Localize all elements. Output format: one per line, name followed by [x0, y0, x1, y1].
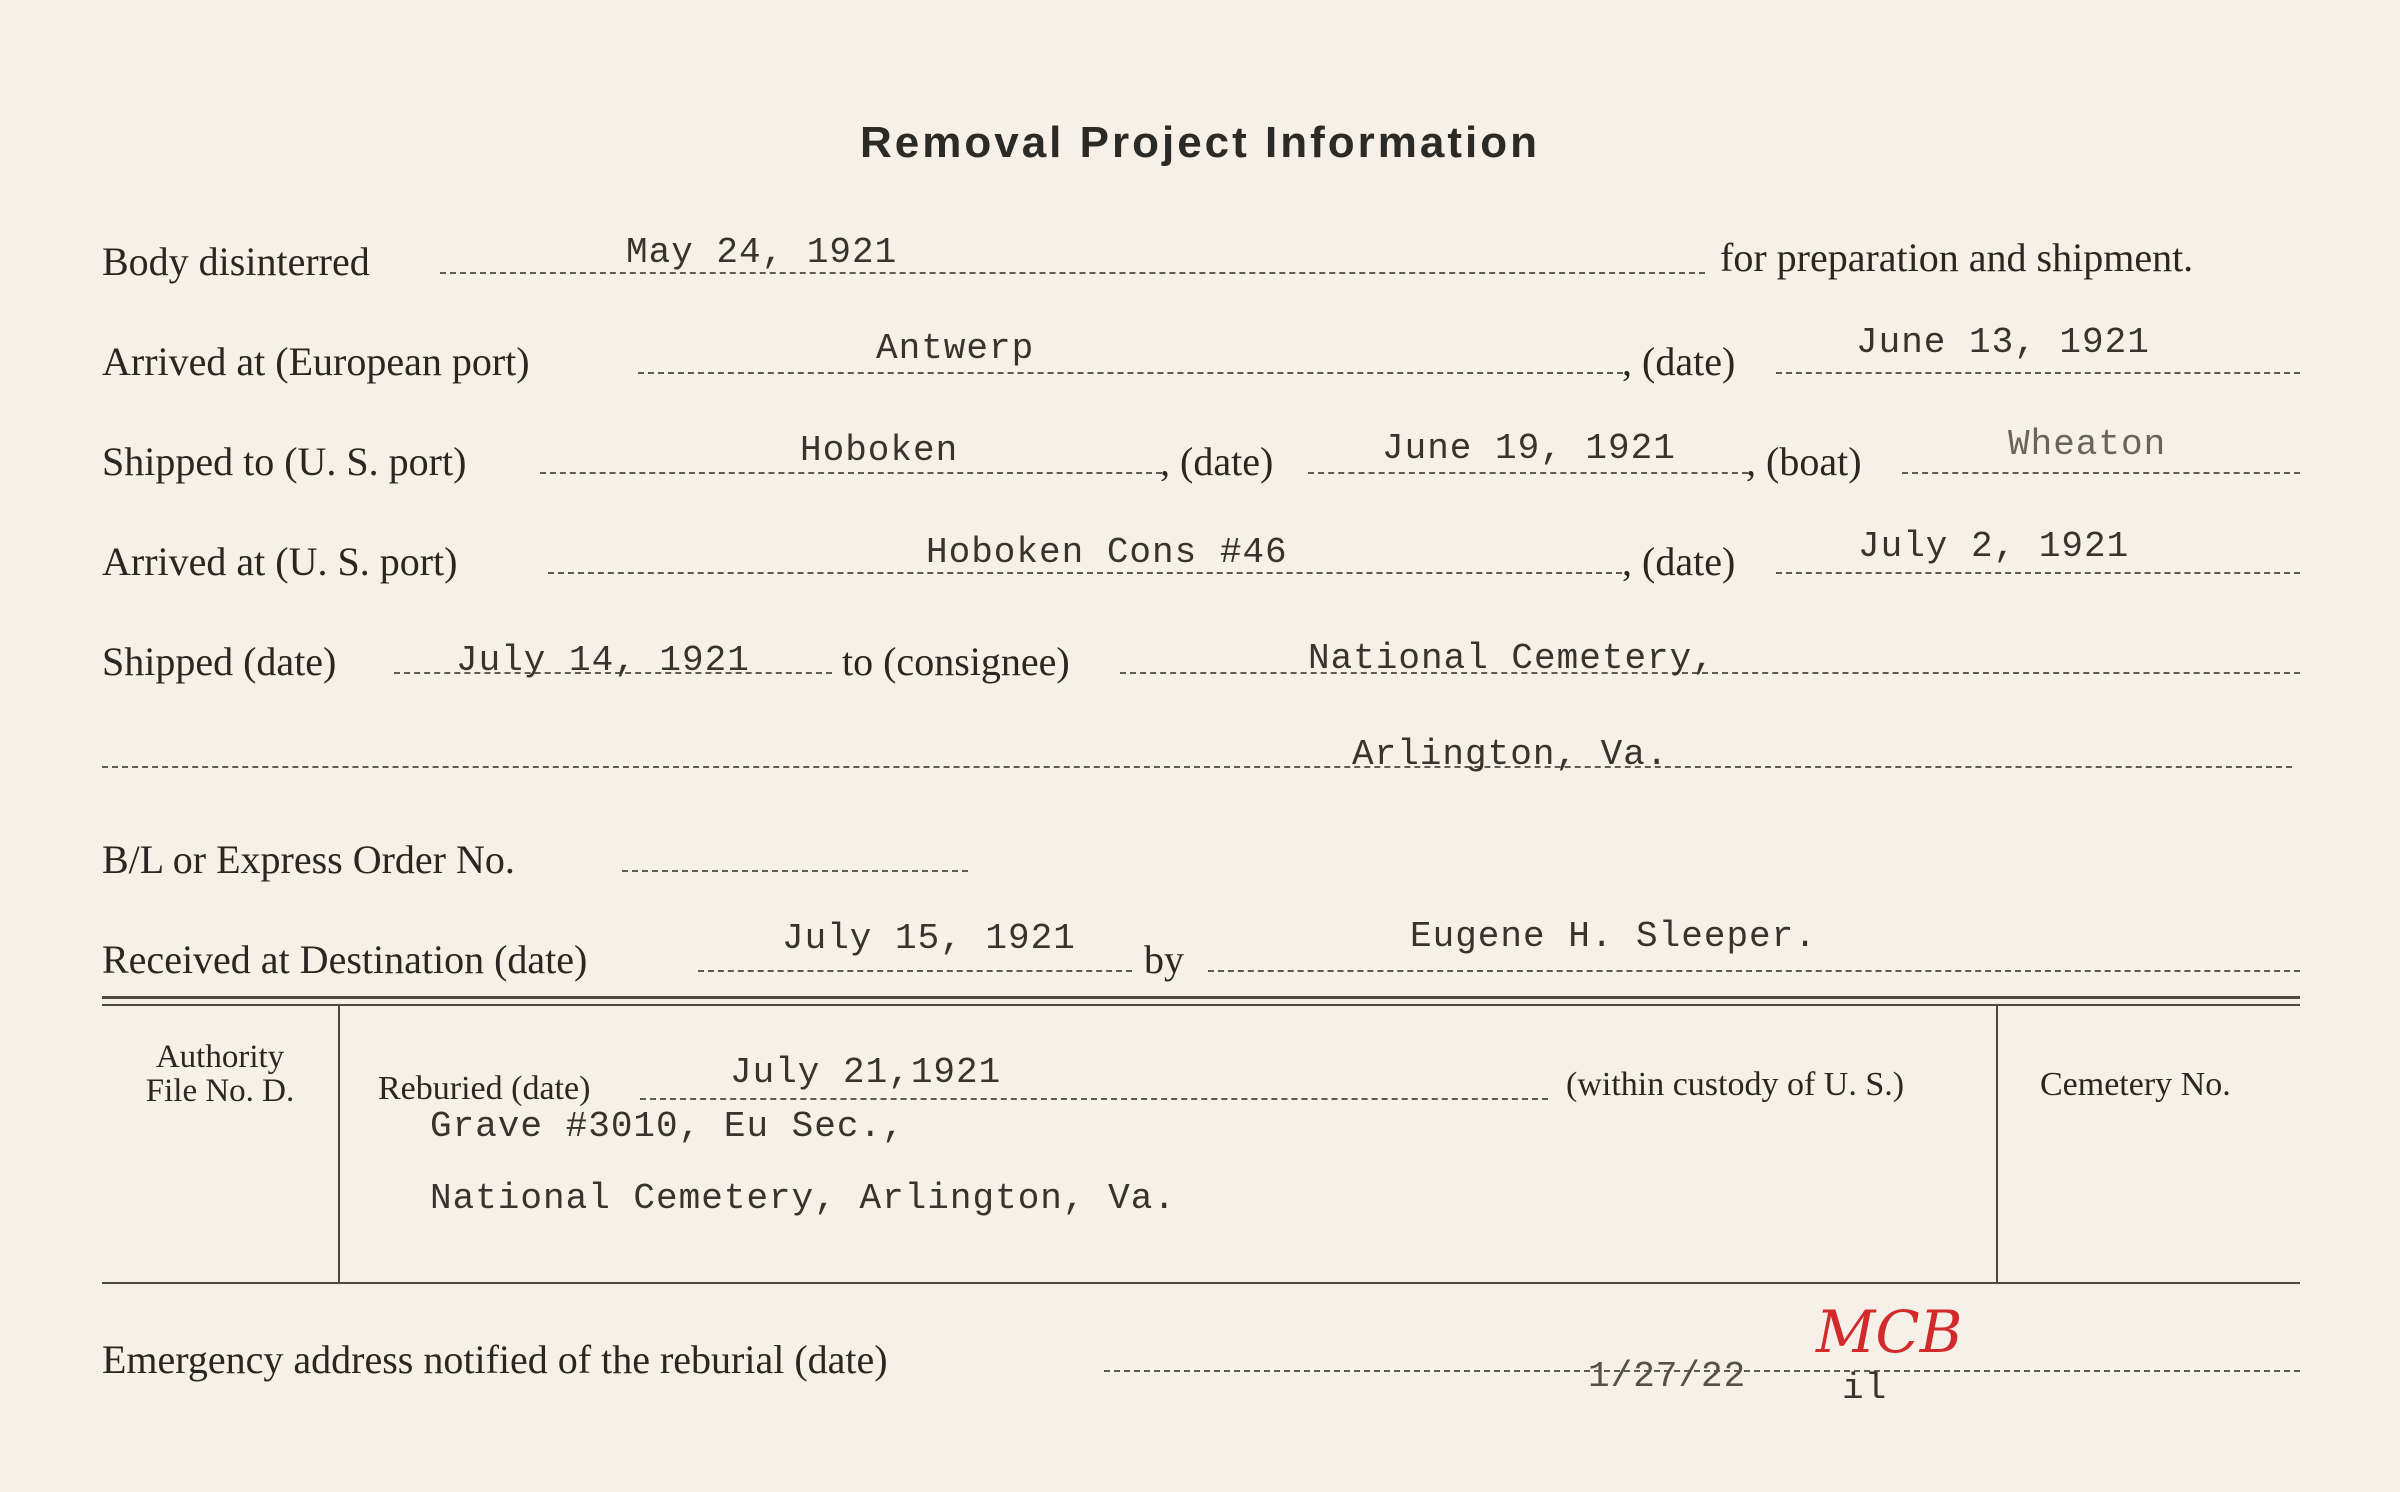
- received-label: Received at Destination (date): [102, 937, 588, 982]
- to-consignee-label: to (consignee): [842, 639, 1070, 684]
- european-port-line: [638, 372, 1623, 374]
- box-top-rule-1: [102, 996, 2300, 999]
- european-date-label: , (date): [1622, 339, 1736, 384]
- grave-line1: Grave #3010, Eu Sec.,: [430, 1106, 905, 1147]
- us-port-line: [540, 472, 1162, 474]
- card-title: Removal Project Information: [859, 118, 1540, 167]
- boat-line: [1902, 472, 2300, 474]
- european-date-line: [1776, 372, 2300, 374]
- received-by-line: [1208, 970, 2300, 972]
- authority-label: [110, 1040, 330, 1108]
- body-disinterred-label: Body disinterred: [102, 239, 370, 284]
- typed-initials: il: [1842, 1368, 1888, 1409]
- boat-name: Wheaton: [2008, 424, 2167, 465]
- red-initials: MCB: [1816, 1298, 1963, 1366]
- us-arrival-date-label: , (date): [1622, 539, 1736, 584]
- shipped-date-label: Shipped (date): [102, 639, 337, 684]
- received-date: July 15, 1921: [782, 918, 1076, 959]
- ship-date-line: [1308, 472, 1748, 474]
- cemetery-no-label: Cemetery No.: [2040, 1066, 2231, 1103]
- disinterred-date: May 24, 1921: [626, 232, 898, 273]
- us-port-arrived: Hoboken Cons #46: [926, 532, 1288, 573]
- us-arrival-date: July 2, 1921: [1858, 526, 2130, 567]
- shipped-to-label: Shipped to (U. S. port): [102, 439, 467, 484]
- authority-line1: Authority: [155, 1039, 285, 1075]
- arrived-us-label: Arrived at (U. S. port): [102, 539, 458, 584]
- reburied-date: July 21,1921: [730, 1052, 1002, 1093]
- box-divider-right: [1996, 1006, 1998, 1282]
- us-arrival-date-line: [1776, 572, 2300, 574]
- bl-order-label: B/L or Express Order No.: [102, 837, 515, 882]
- box-bottom-rule: [102, 1282, 2300, 1284]
- consignee-line1: National Cemetery,: [1308, 638, 1715, 679]
- box-divider-left: [338, 1006, 340, 1282]
- box-top-rule-2: [102, 1004, 2300, 1006]
- us-port-shipped: Hoboken: [800, 430, 959, 471]
- for-preparation-label: for preparation and shipment.: [1720, 235, 2194, 280]
- bl-order-line: [622, 870, 968, 872]
- reburied-line: [640, 1098, 1548, 1100]
- authority-line2: File No. D.: [145, 1073, 295, 1109]
- emergency-date: 1/27/22: [1588, 1356, 1747, 1397]
- shipped-date: July 14, 1921: [456, 640, 750, 681]
- boat-label: , (boat): [1746, 439, 1862, 484]
- arrived-european-label: Arrived at (European port): [102, 339, 530, 384]
- us-ship-date: June 19, 1921: [1382, 428, 1676, 469]
- european-port: Antwerp: [876, 328, 1035, 369]
- within-custody-label: (within custody of U. S.): [1566, 1066, 1905, 1103]
- consignee-line-2: [102, 766, 2292, 768]
- ship-date-label: , (date): [1160, 439, 1274, 484]
- grave-line2: National Cemetery, Arlington, Va.: [430, 1178, 1176, 1219]
- european-date: June 13, 1921: [1856, 322, 2150, 363]
- consignee-line2: Arlington, Va.: [1352, 734, 1669, 775]
- by-label: by: [1144, 937, 1184, 982]
- emergency-label: Emergency address notified of the reburial (date): [102, 1337, 888, 1382]
- received-by: Eugene H. Sleeper.: [1410, 916, 1817, 957]
- reburied-label: Reburied (date): [378, 1070, 591, 1107]
- received-date-line: [698, 970, 1132, 972]
